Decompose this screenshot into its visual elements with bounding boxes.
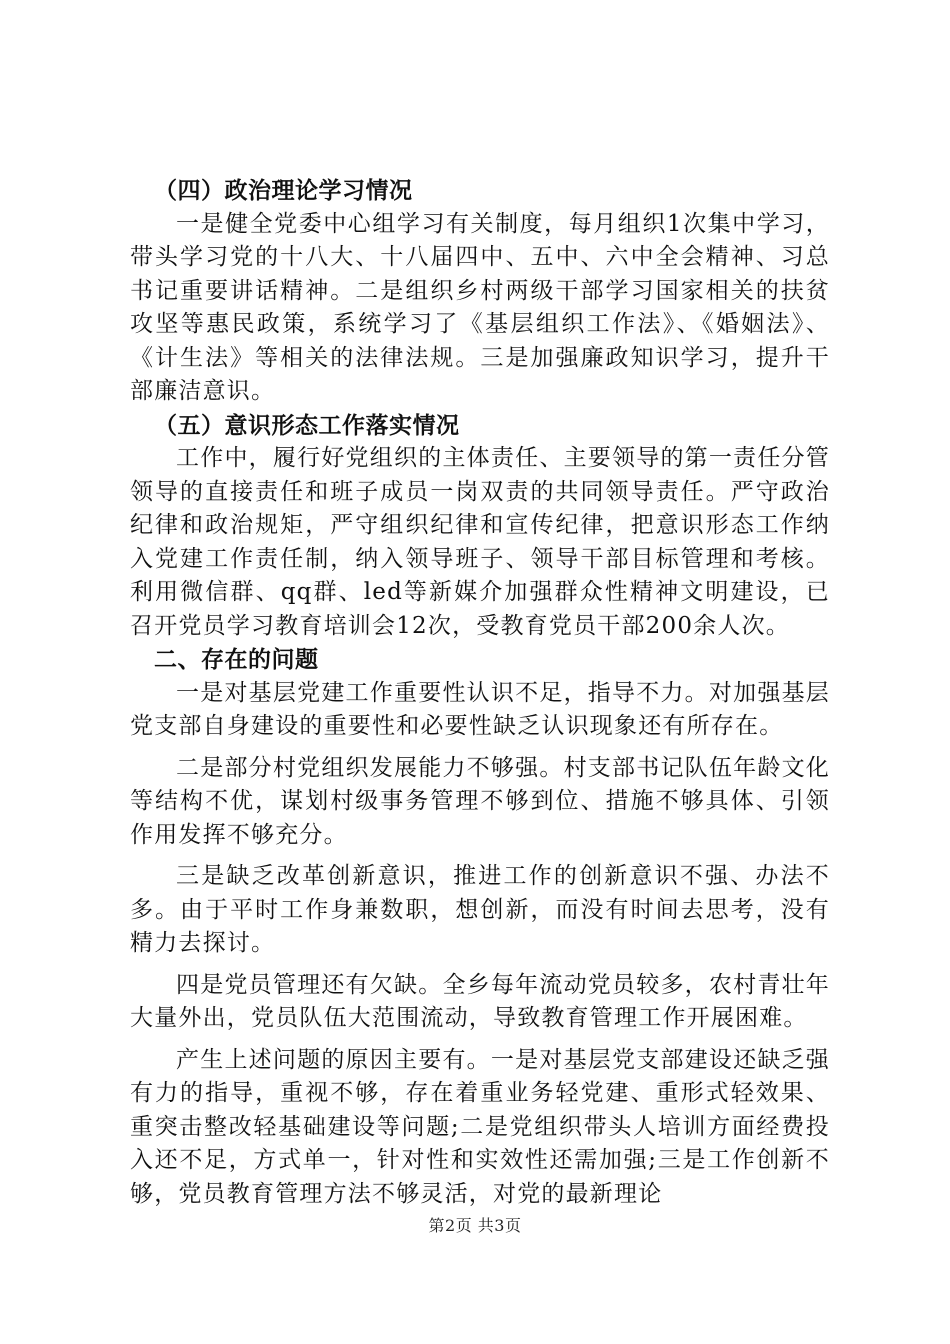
section-heading-political-theory: （四）政治理论学习情况	[154, 177, 413, 204]
paragraph-political-theory: 一是健全党委中心组学习有关制度，每月组织1次集中学习，带头学习党的十八大、十八届四中、五中、六中全会精神、习总书记重要讲话精神。二是组织乡村两级干部学习国家相关的扶贫攻坚等惠民政策，系统学习了《基层组织工作法》、《婚姻法》、《计生法》等相关的法律法规。三是加强廉政知识学习，提升干部廉洁意识。	[130, 210, 830, 404]
paragraph-problem-four: 四是党员管理还有欠缺。全乡每年流动党员较多，农村青壮年大量外出，党员队伍大范围流动，导致教育管理工作开展困难。	[130, 971, 830, 1031]
document-body	[130, 174, 830, 1211]
section-heading-ideology-work: （五）意识形态工作落实情况	[154, 411, 460, 439]
paragraph-problem-causes: 产生上述问题的原因主要有。一是对基层党支部建设还缺乏强有力的指导，重视不够，存在着重业务轻党建、重形式轻效果、重突击整改轻基础建设等问题;二是党组织带头人培训方面经费投入还不足，方式单一，针对性和实效性还需加强;三是工作创新不够，党员教育管理方法不够灵活，对党的最新理论	[130, 1046, 830, 1207]
paragraph-problem-three: 三是缺乏改革创新意识，推进工作的创新意识不强、办法不多。由于平时工作身兼数职，想创新，而没有时间去思考，没有精力去探讨。	[130, 863, 830, 956]
paragraph-problem-one: 一是对基层党建工作重要性认识不足，指导不力。对加强基层党支部自身建设的重要性和必要性缺乏认识现象还有所存在。	[130, 679, 830, 739]
paragraph-ideology-work: 工作中，履行好党组织的主体责任、主要领导的第一责任分管领导的直接责任和班子成员一岗双责的共同领导责任。严守政治纪律和政治规矩，严守组织纪律和宣传纪律，把意识形态工作纳入党建工作责任制，纳入领导班子、领导干部目标管理和考核。利用微信群、qq群、led等新媒介加强群众性精神文明建设，已召开党员学习教育培训会12次，受教育党员干部200余人次。	[130, 445, 830, 639]
paragraph-problem-two: 二是部分村党组织发展能力不够强。村支部书记队伍年龄文化等结构不优，谋划村级事务管理不够到位、措施不够具体、引领作用发挥不够充分。	[130, 754, 830, 848]
page-number-footer: 第2页 共3页	[428, 1216, 522, 1235]
section-heading-existing-problems: 二、存在的问题	[154, 646, 319, 673]
